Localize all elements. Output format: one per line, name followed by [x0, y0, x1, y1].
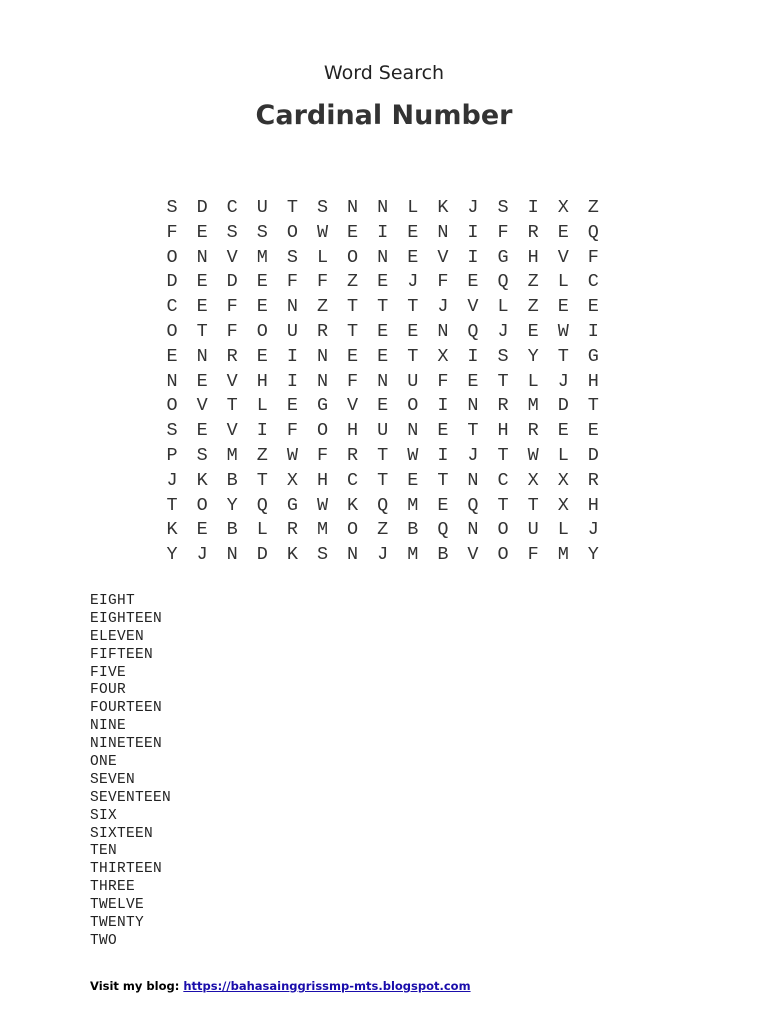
grid-row: [157, 394, 608, 419]
grid-cell: K: [196, 469, 208, 491]
grid-cell: E: [407, 221, 419, 243]
grid-cell: W: [316, 494, 329, 516]
grid-cell: N: [437, 320, 449, 342]
grid-cell: E: [196, 370, 208, 392]
grid-cell: E: [377, 271, 389, 293]
grid-cell: M: [557, 544, 569, 566]
grid-cell: W: [286, 444, 298, 466]
grid-cell: R: [497, 395, 509, 417]
word-list-item: SEVEN: [90, 771, 136, 788]
grid-row: [157, 444, 608, 469]
grid-cell: E: [407, 320, 419, 342]
blog-link[interactable]: https://bahasainggrissmp-mts.blogspot.com: [183, 979, 471, 993]
grid-cell: T: [377, 296, 389, 318]
grid-cell: F: [527, 544, 539, 566]
word-list-item: THIRTEEN: [90, 861, 163, 878]
word-list-item: FIVE: [90, 664, 127, 681]
grid-cell: E: [377, 345, 389, 367]
grid-cell: H: [316, 469, 329, 491]
grid-cell: R: [527, 221, 539, 243]
grid-cell: N: [316, 370, 329, 392]
grid-cell: V: [347, 395, 359, 417]
subtitle: Word Search: [323, 62, 445, 84]
grid-cell: E: [407, 469, 419, 491]
grid-cell: E: [347, 345, 359, 367]
word-list-item: NINE: [90, 718, 127, 735]
grid-cell: T: [166, 494, 178, 516]
grid-cell: T: [256, 469, 268, 491]
grid-cell: N: [226, 544, 238, 566]
word-list-item: ONE: [90, 754, 118, 771]
grid-cell: F: [226, 296, 238, 318]
grid-cell: I: [437, 444, 449, 466]
grid-cell: T: [196, 320, 208, 342]
grid-cell: I: [467, 246, 479, 268]
grid-row: [157, 345, 608, 370]
grid-cell: L: [527, 370, 539, 392]
grid-cell: B: [407, 519, 419, 541]
grid-cell: J: [437, 296, 449, 318]
grid-cell: U: [286, 320, 298, 342]
page-title: Cardinal Number: [255, 100, 513, 131]
grid-cell: E: [557, 420, 569, 442]
word-list-item: TEN: [90, 843, 118, 860]
grid-cell: E: [377, 395, 389, 417]
grid-cell: V: [226, 370, 238, 392]
grid-cell: O: [166, 246, 178, 268]
grid-cell: O: [256, 320, 268, 342]
grid-cell: E: [196, 271, 208, 293]
grid-cell: M: [226, 444, 238, 466]
grid-cell: J: [407, 271, 419, 293]
grid-cell: T: [226, 395, 238, 417]
grid-cell: N: [467, 519, 479, 541]
grid-cell: V: [467, 544, 479, 566]
grid-cell: H: [497, 420, 509, 442]
grid-cell: C: [587, 271, 599, 293]
word-list-item: TWENTY: [90, 915, 145, 932]
grid-cell: J: [166, 469, 178, 491]
word-list-item: THREE: [90, 879, 136, 896]
word-list-item: SIX: [90, 807, 118, 824]
grid-cell: B: [437, 544, 449, 566]
grid-cell: N: [316, 345, 329, 367]
word-list-item: NINETEEN: [90, 736, 163, 753]
word-list-item: ELEVEN: [90, 628, 145, 645]
grid-cell: T: [587, 395, 599, 417]
grid-cell: E: [587, 420, 599, 442]
grid-cell: J: [196, 544, 208, 566]
grid-cell: Q: [467, 494, 479, 516]
grid-cell: M: [407, 544, 419, 566]
grid-cell: O: [497, 519, 509, 541]
grid-cell: C: [497, 469, 509, 491]
grid-cell: E: [437, 494, 449, 516]
word-list-item: FOURTEEN: [90, 700, 163, 717]
grid-cell: F: [226, 320, 238, 342]
grid-cell: W: [527, 444, 539, 466]
grid-cell: Z: [527, 296, 539, 318]
grid-cell: O: [286, 221, 298, 243]
grid-cell: N: [407, 420, 419, 442]
grid-cell: T: [377, 444, 389, 466]
grid-cell: I: [286, 370, 298, 392]
grid-cell: L: [557, 271, 569, 293]
grid-cell: U: [407, 370, 419, 392]
grid-cell: E: [166, 345, 178, 367]
grid-cell: T: [467, 420, 479, 442]
grid-cell: Z: [316, 296, 329, 318]
grid-cell: L: [256, 519, 268, 541]
grid-cell: U: [527, 519, 539, 541]
grid-cell: N: [286, 296, 298, 318]
grid-cell: O: [347, 519, 359, 541]
grid-cell: U: [256, 197, 268, 218]
grid-cell: Y: [226, 494, 238, 516]
grid-cell: M: [407, 494, 419, 516]
grid-cell: O: [347, 246, 359, 268]
grid-cell: O: [196, 494, 208, 516]
grid-cell: S: [196, 444, 208, 466]
grid-cell: W: [316, 221, 329, 243]
grid-cell: K: [437, 197, 449, 218]
grid-cell: T: [557, 345, 569, 367]
grid-cell: F: [347, 370, 359, 392]
grid-cell: G: [497, 246, 509, 268]
grid-cell: X: [527, 469, 539, 491]
grid-cell: S: [166, 197, 178, 218]
word-list: [90, 593, 171, 951]
word-list-item: SIXTEEN: [90, 825, 154, 842]
grid-cell: F: [437, 370, 449, 392]
grid-cell: R: [316, 320, 329, 342]
grid-cell: E: [557, 296, 569, 318]
grid-cell: X: [557, 494, 569, 516]
grid-cell: X: [557, 469, 569, 491]
word-list-item: FIFTEEN: [90, 646, 154, 663]
grid-cell: N: [347, 197, 359, 218]
grid-cell: S: [226, 221, 238, 243]
grid-cell: F: [166, 221, 178, 243]
grid-cell: D: [226, 271, 238, 293]
grid-cell: R: [347, 444, 359, 466]
footer-label: Visit my blog:: [90, 979, 184, 993]
grid-cell: V: [196, 395, 208, 417]
grid-cell: N: [467, 469, 479, 491]
grid-cell: K: [347, 494, 359, 516]
grid-cell: N: [377, 246, 389, 268]
grid-cell: C: [226, 197, 238, 218]
grid-cell: O: [316, 420, 329, 442]
grid-cell: E: [256, 271, 268, 293]
word-list-item: FOUR: [90, 682, 127, 699]
grid-cell: Q: [437, 519, 449, 541]
grid-cell: N: [437, 221, 449, 243]
grid-cell: J: [497, 320, 509, 342]
grid-cell: N: [196, 345, 208, 367]
grid-cell: J: [587, 519, 599, 541]
grid-cell: I: [437, 395, 449, 417]
grid-cell: E: [256, 345, 268, 367]
grid-cell: E: [256, 296, 268, 318]
word-list-item: TWELVE: [90, 897, 145, 914]
grid-cell: K: [286, 544, 298, 566]
grid-cell: G: [316, 395, 329, 417]
word-list-item: EIGHT: [90, 593, 136, 609]
grid-cell: T: [497, 370, 509, 392]
grid-cell: S: [286, 246, 298, 268]
grid-cell: R: [226, 345, 238, 367]
grid-cell: Z: [587, 197, 599, 218]
grid-cell: U: [377, 420, 389, 442]
grid-cell: Y: [527, 345, 539, 367]
grid-cell: D: [256, 544, 268, 566]
grid-cell: F: [286, 420, 298, 442]
grid-cell: S: [316, 544, 329, 566]
grid-cell: E: [587, 296, 599, 318]
grid-cell: H: [587, 494, 599, 516]
grid-cell: E: [347, 221, 359, 243]
grid-cell: Q: [467, 320, 479, 342]
grid-row: [157, 494, 608, 519]
grid-row: [157, 320, 608, 345]
grid-cell: L: [557, 519, 569, 541]
grid-cell: E: [196, 519, 208, 541]
grid-cell: L: [497, 296, 509, 318]
grid-cell: R: [286, 519, 298, 541]
grid-cell: Q: [256, 494, 268, 516]
footer: [90, 979, 471, 993]
grid-cell: Z: [347, 271, 359, 293]
grid-cell: E: [196, 420, 208, 442]
grid-cell: N: [377, 370, 389, 392]
grid-cell: F: [286, 271, 298, 293]
grid-row: [157, 246, 608, 271]
grid-cell: S: [166, 420, 178, 442]
grid-cell: F: [497, 221, 509, 243]
grid-cell: V: [226, 420, 238, 442]
grid-cell: Y: [587, 544, 599, 566]
grid-cell: E: [407, 246, 419, 268]
grid-cell: Q: [497, 271, 509, 293]
grid-cell: J: [557, 370, 569, 392]
grid-row: [157, 543, 608, 568]
word-list-item: TWO: [90, 932, 118, 949]
grid-cell: X: [286, 469, 298, 491]
grid-cell: J: [467, 197, 479, 218]
grid-row: [157, 270, 608, 295]
grid-cell: B: [226, 519, 238, 541]
grid-cell: Y: [166, 544, 178, 566]
grid-cell: I: [527, 197, 539, 218]
grid-cell: G: [587, 345, 599, 367]
grid-cell: C: [347, 469, 359, 491]
grid-cell: V: [467, 296, 479, 318]
grid-cell: E: [557, 221, 569, 243]
grid-cell: E: [467, 271, 479, 293]
grid-cell: E: [286, 395, 298, 417]
grid-cell: P: [166, 444, 178, 466]
grid-cell: W: [407, 444, 419, 466]
grid-cell: N: [377, 197, 389, 218]
grid-cell: T: [437, 469, 449, 491]
grid-cell: X: [437, 345, 449, 367]
grid-cell: H: [527, 246, 539, 268]
grid-row: [157, 469, 608, 494]
grid-cell: I: [467, 345, 479, 367]
grid-cell: C: [166, 296, 178, 318]
grid-cell: H: [587, 370, 599, 392]
grid-cell: N: [196, 246, 208, 268]
grid-cell: E: [437, 420, 449, 442]
grid-cell: L: [407, 197, 419, 218]
grid-cell: G: [286, 494, 298, 516]
grid-cell: I: [467, 221, 479, 243]
grid-cell: R: [587, 469, 599, 491]
grid-cell: T: [286, 197, 298, 218]
grid-cell: J: [467, 444, 479, 466]
grid-cell: S: [497, 345, 509, 367]
grid-cell: N: [166, 370, 178, 392]
grid-cell: K: [166, 519, 178, 541]
grid-cell: R: [527, 420, 539, 442]
grid-cell: S: [497, 197, 509, 218]
grid-cell: L: [316, 246, 329, 268]
word-list-item: SEVENTEEN: [90, 789, 172, 806]
grid-cell: I: [377, 221, 389, 243]
grid-cell: F: [316, 444, 329, 466]
grid-cell: T: [497, 494, 509, 516]
grid-row: [157, 221, 608, 246]
grid-cell: Z: [377, 519, 389, 541]
grid-cell: Q: [377, 494, 389, 516]
grid-cell: Q: [587, 221, 599, 243]
grid-cell: M: [316, 519, 329, 541]
grid-cell: T: [377, 469, 389, 491]
grid-cell: L: [256, 395, 268, 417]
word-list-item: EIGHTEEN: [90, 610, 163, 627]
grid-cell: E: [196, 221, 208, 243]
grid-cell: I: [587, 320, 599, 342]
grid-cell: F: [316, 271, 329, 293]
grid-cell: B: [226, 469, 238, 491]
grid-cell: D: [196, 197, 208, 218]
grid-cell: T: [407, 345, 419, 367]
grid-cell: D: [166, 271, 178, 293]
grid-cell: T: [527, 494, 539, 516]
grid-cell: J: [377, 544, 389, 566]
grid-cell: Z: [256, 444, 268, 466]
grid-cell: E: [467, 370, 479, 392]
grid-cell: E: [196, 296, 208, 318]
grid-cell: D: [587, 444, 599, 466]
grid-cell: I: [256, 420, 268, 442]
grid-cell: M: [527, 395, 539, 417]
grid-cell: W: [557, 320, 569, 342]
grid-cell: V: [226, 246, 238, 268]
grid-cell: F: [587, 246, 599, 268]
grid-cell: D: [557, 395, 569, 417]
grid-row: [157, 518, 608, 543]
grid-row: [157, 295, 608, 320]
grid-cell: I: [286, 345, 298, 367]
grid-cell: O: [166, 320, 178, 342]
grid-cell: V: [437, 246, 449, 268]
grid-cell: T: [407, 296, 419, 318]
grid-cell: M: [256, 246, 268, 268]
grid-cell: X: [557, 197, 569, 218]
grid-cell: L: [557, 444, 569, 466]
grid-cell: V: [557, 246, 569, 268]
letter-grid: [157, 196, 608, 568]
grid-cell: S: [256, 221, 268, 243]
grid-cell: O: [497, 544, 509, 566]
grid-cell: N: [347, 544, 359, 566]
grid-cell: O: [407, 395, 419, 417]
grid-cell: H: [256, 370, 268, 392]
grid-cell: E: [527, 320, 539, 342]
grid-row: [157, 370, 608, 395]
grid-row: [157, 196, 608, 221]
grid-cell: O: [166, 395, 178, 417]
grid-cell: F: [437, 271, 449, 293]
grid-cell: T: [347, 320, 359, 342]
grid-row: [157, 419, 608, 444]
grid-cell: N: [467, 395, 479, 417]
grid-cell: T: [497, 444, 509, 466]
grid-cell: H: [347, 420, 359, 442]
grid-cell: Z: [527, 271, 539, 293]
grid-cell: E: [377, 320, 389, 342]
grid-cell: S: [316, 197, 329, 218]
grid-cell: T: [347, 296, 359, 318]
